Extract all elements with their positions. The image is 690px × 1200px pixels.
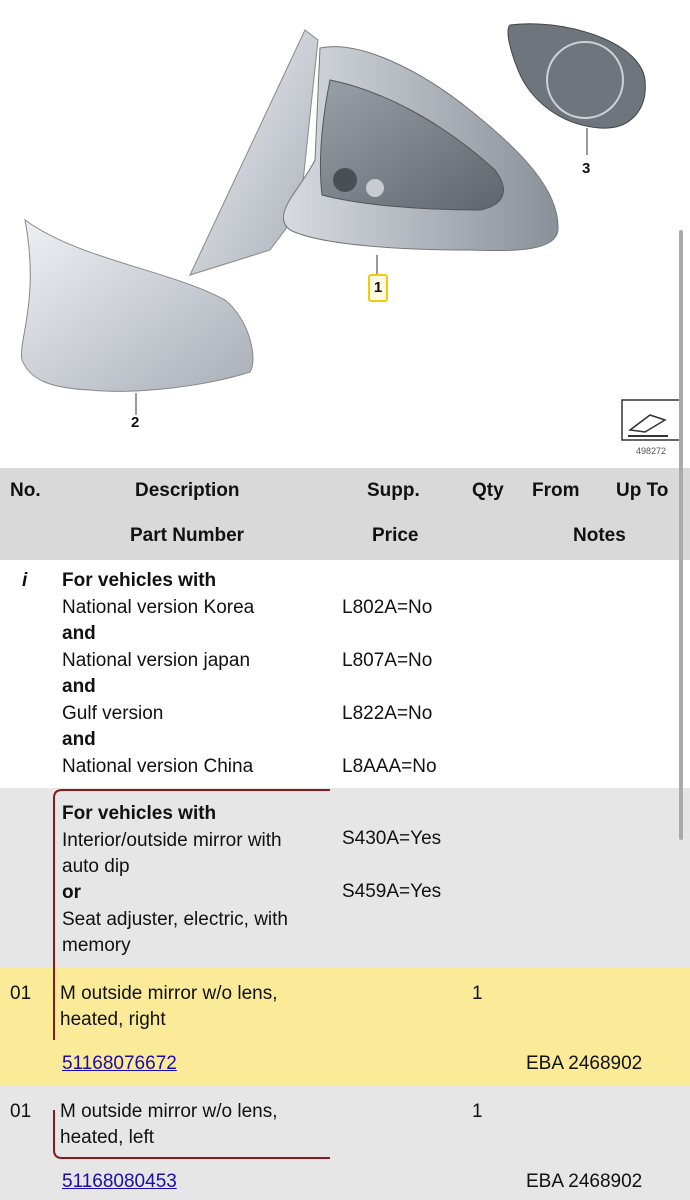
condition-code: S430A=Yes (342, 828, 442, 849)
info-line: National version japan (62, 650, 251, 671)
info-code: L802A=No (342, 597, 433, 618)
parts-diagram (0, 0, 690, 468)
part-description: heated, left (60, 1127, 155, 1148)
diagram-ref-number: 498272 (636, 446, 667, 456)
part-notes: EBA 2468902 (526, 1171, 643, 1192)
part-no: 01 (10, 1101, 32, 1122)
callout-1[interactable]: 1 (368, 274, 388, 302)
header-no: No. (10, 480, 41, 501)
header-qty: Qty (472, 480, 504, 501)
info-code: L8AAA=No (342, 756, 437, 777)
part-description: heated, right (60, 1009, 166, 1030)
callout-2[interactable]: 2 (131, 414, 140, 431)
info-block (0, 560, 690, 788)
info-and: and (62, 729, 96, 750)
part-qty: 1 (472, 1101, 483, 1122)
scrollbar[interactable] (679, 230, 683, 840)
header-part-number: Part Number (130, 525, 245, 546)
condition-block (0, 788, 690, 968)
header-price: Price (372, 525, 419, 546)
condition-title: For vehicles with (62, 803, 217, 824)
table-header (0, 468, 690, 560)
table-row[interactable] (0, 1086, 690, 1200)
part-qty: 1 (472, 983, 483, 1004)
condition-code: S459A=Yes (342, 881, 442, 902)
info-icon: i (22, 570, 28, 591)
header-supp: Supp. (367, 480, 420, 501)
part-number-link[interactable]: 51168080453 (62, 1171, 177, 1192)
part-no: 01 (10, 983, 32, 1004)
condition-item: auto dip (62, 856, 130, 877)
part-notes: EBA 2468902 (526, 1053, 643, 1074)
part-description: M outside mirror w/o lens, (60, 983, 278, 1004)
info-title: For vehicles with (62, 570, 217, 591)
condition-or: or (62, 882, 81, 903)
condition-item: memory (62, 935, 131, 956)
info-line: National version China (62, 756, 254, 777)
info-line: National version Korea (62, 597, 255, 618)
mirror-exploded-diagram (0, 0, 690, 468)
part-number-link[interactable]: 51168076672 (62, 1053, 177, 1074)
part-description: M outside mirror w/o lens, (60, 1101, 278, 1122)
header-description: Description (135, 480, 240, 501)
table-row[interactable] (0, 968, 690, 1086)
info-and: and (62, 676, 96, 697)
condition-item: Seat adjuster, electric, with (62, 909, 288, 930)
header-from: From (532, 480, 580, 501)
mirror-base-part (190, 30, 318, 275)
header-upto: Up To (616, 480, 669, 501)
info-code: L807A=No (342, 650, 433, 671)
info-line: Gulf version (62, 703, 164, 724)
header-notes: Notes (573, 525, 626, 546)
info-code: L822A=No (342, 703, 433, 724)
condition-item: Interior/outside mirror with (62, 830, 282, 851)
info-and: and (62, 623, 96, 644)
callout-3[interactable]: 3 (582, 160, 591, 177)
mirror-lens-part (508, 24, 645, 128)
